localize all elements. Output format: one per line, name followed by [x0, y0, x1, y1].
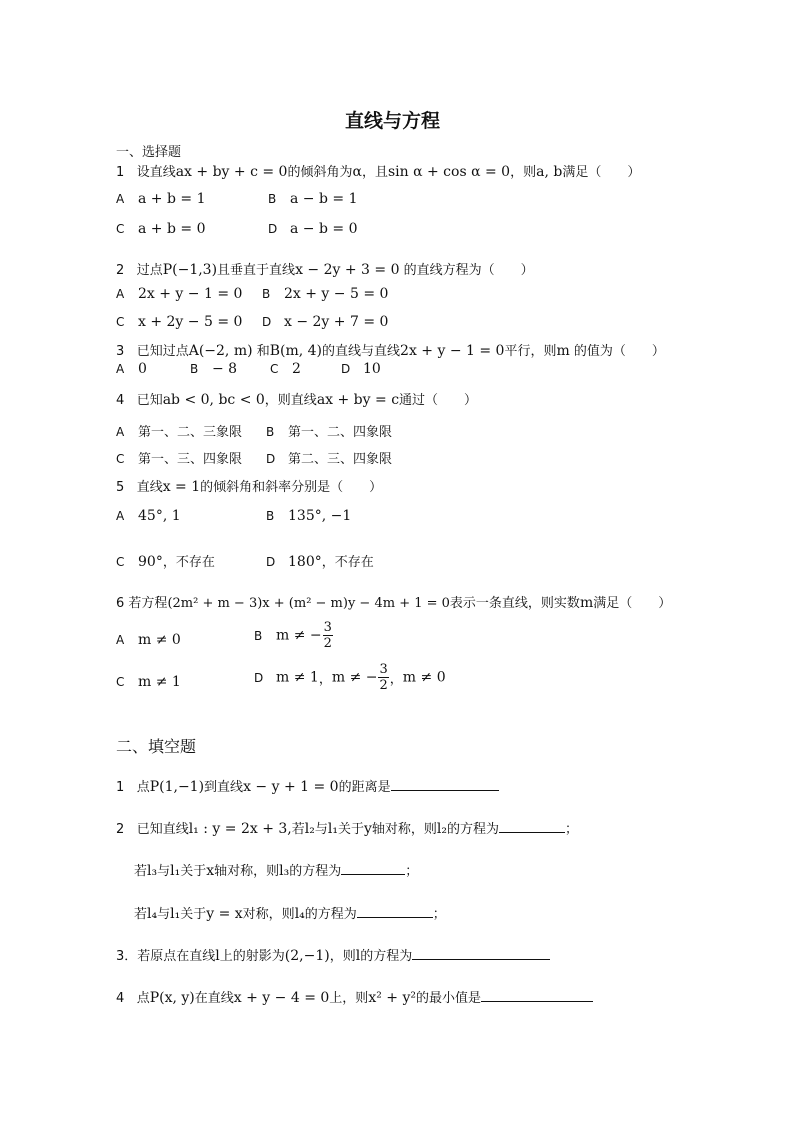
question-number: 5: [116, 480, 125, 495]
stem-text: 与: [314, 822, 328, 837]
stem-text: 轴对称，则: [371, 822, 437, 837]
stem-text: 若: [134, 907, 148, 922]
option-label: D: [262, 315, 272, 329]
option-text: 第二、三、四象限: [288, 452, 393, 467]
option-d[interactable]: [254, 662, 446, 693]
option-d[interactable]: [266, 551, 374, 570]
question-3: [116, 340, 665, 359]
option-text: 第一、二、四象限: [288, 425, 393, 440]
stem-text: 若原点在直线: [137, 949, 216, 964]
answer-blank[interactable]: [481, 989, 593, 1002]
stem-text: 对称，则: [242, 907, 295, 922]
option-label: A: [116, 425, 125, 439]
option-text: 2x + y − 5 = 0: [284, 286, 389, 302]
stem-text: ；: [432, 907, 446, 922]
math-expr: l₃: [147, 863, 158, 879]
option-text: − 8: [212, 361, 238, 377]
math-expr: l₂: [436, 821, 448, 837]
stem-text: 过点: [136, 263, 163, 278]
stem-text: 的直线方程为（ ）: [403, 263, 534, 278]
stem-text: 和: [256, 344, 270, 359]
option-b[interactable]: [254, 620, 334, 651]
stem-text: ，则: [510, 165, 537, 180]
option-a[interactable]: [116, 191, 205, 207]
section-heading-fill: 二、填空题: [116, 737, 197, 756]
stem-text: 的方程为: [304, 907, 357, 922]
stem-text: ，且: [361, 165, 388, 180]
stem-text: 在直线: [194, 991, 234, 1006]
math-expr: α: [352, 164, 362, 180]
option-c[interactable]: [116, 221, 205, 237]
math-expr: a, b: [536, 164, 563, 180]
math-expr: P(−1,3): [162, 262, 218, 278]
option-label: B: [262, 287, 271, 301]
stem-text: 的最小值是: [415, 991, 481, 1006]
stem-text: 点: [136, 780, 150, 795]
option-c[interactable]: [116, 674, 181, 690]
stem-text: 通过（ ）: [399, 393, 478, 408]
stem-text: 到直线: [204, 780, 244, 795]
math-expr: l: [355, 948, 361, 964]
math-expr: P(x, y): [149, 990, 195, 1006]
option-label: A: [116, 362, 125, 376]
math-expr: l₁ : y = 2x + 3,: [188, 821, 292, 837]
fill-question-2-part2: [134, 860, 418, 879]
option-text: a + b = 1: [138, 191, 206, 207]
stem-text: 已知: [136, 393, 163, 408]
option-text: 10: [363, 361, 381, 377]
separator: ，: [318, 672, 332, 687]
stem-text: 与: [157, 864, 171, 879]
option-label: D: [266, 555, 276, 569]
stem-text: 已知过点: [136, 344, 189, 359]
math-expr: l₄: [147, 906, 158, 922]
stem-text: 的倾斜角和斜率分别是（ ）: [200, 480, 383, 495]
stem-text: ；: [565, 822, 579, 837]
option-b[interactable]: [266, 508, 351, 524]
question-number: 1: [116, 780, 125, 795]
stem-text: ，则: [329, 949, 356, 964]
math-expr: A(−2, m): [188, 343, 253, 359]
option-text: 第一、二、三象限: [138, 425, 243, 440]
stem-text: 关于: [180, 907, 207, 922]
option-text: m ≠ −: [331, 669, 378, 686]
stem-text: 的直线与直线: [322, 344, 401, 359]
stem-text: 上的射影为: [219, 949, 285, 964]
option-label: D: [268, 222, 278, 236]
math-expr: l₃: [279, 863, 290, 879]
fill-question-2: [116, 818, 578, 837]
fraction: [323, 620, 333, 651]
stem-text: 的距离是: [338, 780, 391, 795]
fill-question-2-part3: [134, 903, 446, 922]
question-number: 3: [116, 344, 125, 359]
fraction-denominator: 2: [379, 678, 388, 693]
math-expr: sin α + cos α = 0: [387, 164, 511, 180]
option-text: x + 2y − 5 = 0: [138, 314, 243, 330]
math-expr: m: [579, 595, 594, 611]
stem-text: 的方程为: [360, 949, 413, 964]
stem-text: 的方程为: [447, 822, 500, 837]
option-label: D: [254, 670, 264, 685]
option-text: 0: [138, 361, 147, 377]
option-c[interactable]: [116, 448, 242, 467]
option-a[interactable]: [116, 421, 242, 440]
math-expr: l: [215, 948, 220, 964]
option-label: C: [116, 222, 125, 236]
answer-blank[interactable]: [341, 862, 405, 875]
question-number: 4: [116, 991, 125, 1006]
option-text: 2x + y − 1 = 0: [138, 286, 243, 302]
option-label: B: [266, 509, 275, 523]
stem-text: 与: [157, 907, 171, 922]
option-c[interactable]: [270, 361, 301, 377]
answer-blank[interactable]: [499, 820, 565, 833]
option-a[interactable]: [116, 286, 242, 302]
option-c[interactable]: [116, 551, 215, 570]
math-expr: (2,−1): [284, 948, 330, 964]
option-text: m ≠ 0: [402, 669, 446, 686]
option-text: m ≠ −: [276, 627, 322, 644]
math-expr: l₂: [304, 821, 315, 837]
option-a[interactable]: [116, 632, 181, 648]
math-expr: l₁: [170, 863, 181, 879]
option-label: A: [116, 633, 125, 647]
math-expr: 2x + y − 1 = 0: [400, 343, 505, 359]
option-text: a − b = 1: [290, 191, 358, 207]
option-label: C: [116, 675, 125, 689]
fill-question-3: [116, 945, 550, 964]
stem-text: 且垂直于直线: [217, 263, 296, 278]
stem-text: 满足（ ）: [562, 165, 641, 180]
option-b[interactable]: [268, 191, 357, 207]
option-label: C: [116, 452, 125, 466]
option-suffix: ，不存在: [162, 555, 215, 570]
option-d[interactable]: [266, 448, 392, 467]
math-expr: l₁: [327, 821, 338, 837]
stem-text: 的倾斜角为: [287, 165, 353, 180]
question-number: 1: [116, 165, 125, 180]
stem-text: 若: [291, 822, 305, 837]
stem-text: 表示一条直线，则实数: [449, 596, 580, 611]
fraction: [378, 662, 388, 693]
fraction-denominator: 2: [323, 636, 332, 651]
option-text: x − 2y + 7 = 0: [284, 314, 389, 330]
section-heading-choice: 一、选择题: [116, 145, 182, 160]
option-d[interactable]: [268, 221, 357, 237]
math-expr: m: [556, 343, 570, 359]
math-expr: B(m, 4): [269, 343, 323, 359]
stem-text: 关于: [180, 864, 207, 879]
question-5: [116, 476, 382, 495]
option-label: A: [116, 287, 125, 301]
stem-text: 轴对称，则: [214, 864, 280, 879]
stem-text: 直线: [136, 480, 163, 495]
question-number: 4: [116, 393, 125, 408]
option-text: 45°, 1: [138, 508, 181, 524]
math-expr: x = 1: [162, 479, 201, 495]
option-text: m ≠ 1: [138, 674, 181, 690]
stem-text: 点: [136, 991, 150, 1006]
option-label: C: [116, 315, 125, 329]
option-a[interactable]: [116, 361, 147, 377]
math-expr: l₄: [294, 906, 305, 922]
question-2: [116, 259, 534, 278]
option-d[interactable]: [262, 314, 388, 330]
separator: ，: [389, 672, 403, 687]
option-text: 第一、三、四象限: [138, 452, 243, 467]
option-label: C: [116, 555, 125, 569]
answer-blank[interactable]: [412, 947, 550, 960]
stem-text: ；: [405, 864, 419, 879]
question-1: [116, 161, 640, 180]
option-label: D: [341, 362, 351, 376]
option-d[interactable]: [341, 361, 381, 377]
stem-text: 关于: [337, 822, 364, 837]
stem-text: 已知直线: [136, 822, 189, 837]
option-label: A: [116, 192, 125, 206]
fraction-numerator: 3: [379, 662, 388, 677]
math-expr: P(1,−1): [149, 779, 205, 795]
question-number: 2: [116, 263, 125, 278]
stem-text: ，则直线: [264, 393, 317, 408]
option-label: A: [116, 509, 125, 523]
math-expr: (2m² + m − 3)x + (m² − m)y − 4m + 1 = 0: [167, 596, 450, 611]
fill-question-4: [116, 987, 593, 1006]
option-c[interactable]: [116, 314, 242, 330]
question-6: [116, 592, 671, 611]
option-label: B: [254, 628, 263, 643]
option-label: C: [270, 362, 279, 376]
math-expr: ax + by = c: [316, 392, 400, 408]
option-label: B: [190, 362, 199, 376]
math-expr: x − y + 1 = 0: [243, 779, 339, 795]
math-expr: y: [363, 821, 372, 837]
stem-text: 满足（ ）: [593, 596, 672, 611]
stem-text: 的值为（ ）: [573, 344, 665, 359]
option-text: 2: [292, 361, 301, 377]
option-text: 90°: [138, 554, 163, 570]
option-text: a − b = 0: [290, 221, 358, 237]
math-expr: ax + by + c = 0: [175, 164, 288, 180]
question-number: 6: [116, 596, 125, 611]
fraction-numerator: 3: [323, 620, 332, 635]
option-text: a + b = 0: [138, 221, 206, 237]
option-text: 180°: [288, 554, 322, 570]
stem-text: 若: [134, 864, 148, 879]
stem-text: 若方程: [128, 596, 168, 611]
option-text: 135°, −1: [288, 508, 352, 524]
option-b[interactable]: [262, 286, 388, 302]
answer-blank[interactable]: [391, 778, 499, 791]
math-expr: x: [206, 863, 215, 879]
fill-question-1: [116, 776, 499, 795]
option-label: B: [266, 425, 275, 439]
math-expr: y = x: [206, 906, 243, 922]
answer-blank[interactable]: [357, 905, 433, 918]
math-expr: ab < 0, bc < 0: [162, 392, 265, 408]
stem-text: 设直线: [136, 165, 176, 180]
option-suffix: ，不存在: [321, 555, 374, 570]
option-label: B: [268, 192, 277, 206]
option-text: m ≠ 0: [138, 632, 181, 648]
math-expr: x + y − 4 = 0: [233, 990, 330, 1006]
question-4: [116, 389, 477, 408]
option-a[interactable]: [116, 508, 181, 524]
stem-text: 上，则: [329, 991, 369, 1006]
option-text: m ≠ 1: [276, 669, 319, 686]
page-title: 直线与方程: [345, 110, 441, 132]
stem-text: 平行，则: [504, 344, 557, 359]
stem-text: 的方程为: [289, 864, 342, 879]
option-b[interactable]: [190, 361, 237, 377]
option-label: D: [266, 452, 276, 466]
math-expr: l₁: [170, 906, 181, 922]
question-number: 3．: [116, 949, 138, 964]
question-number: 2: [116, 822, 125, 837]
math-expr: x² + y²: [368, 990, 416, 1006]
math-expr: x − 2y + 3 = 0: [295, 262, 400, 278]
option-b[interactable]: [266, 421, 392, 440]
